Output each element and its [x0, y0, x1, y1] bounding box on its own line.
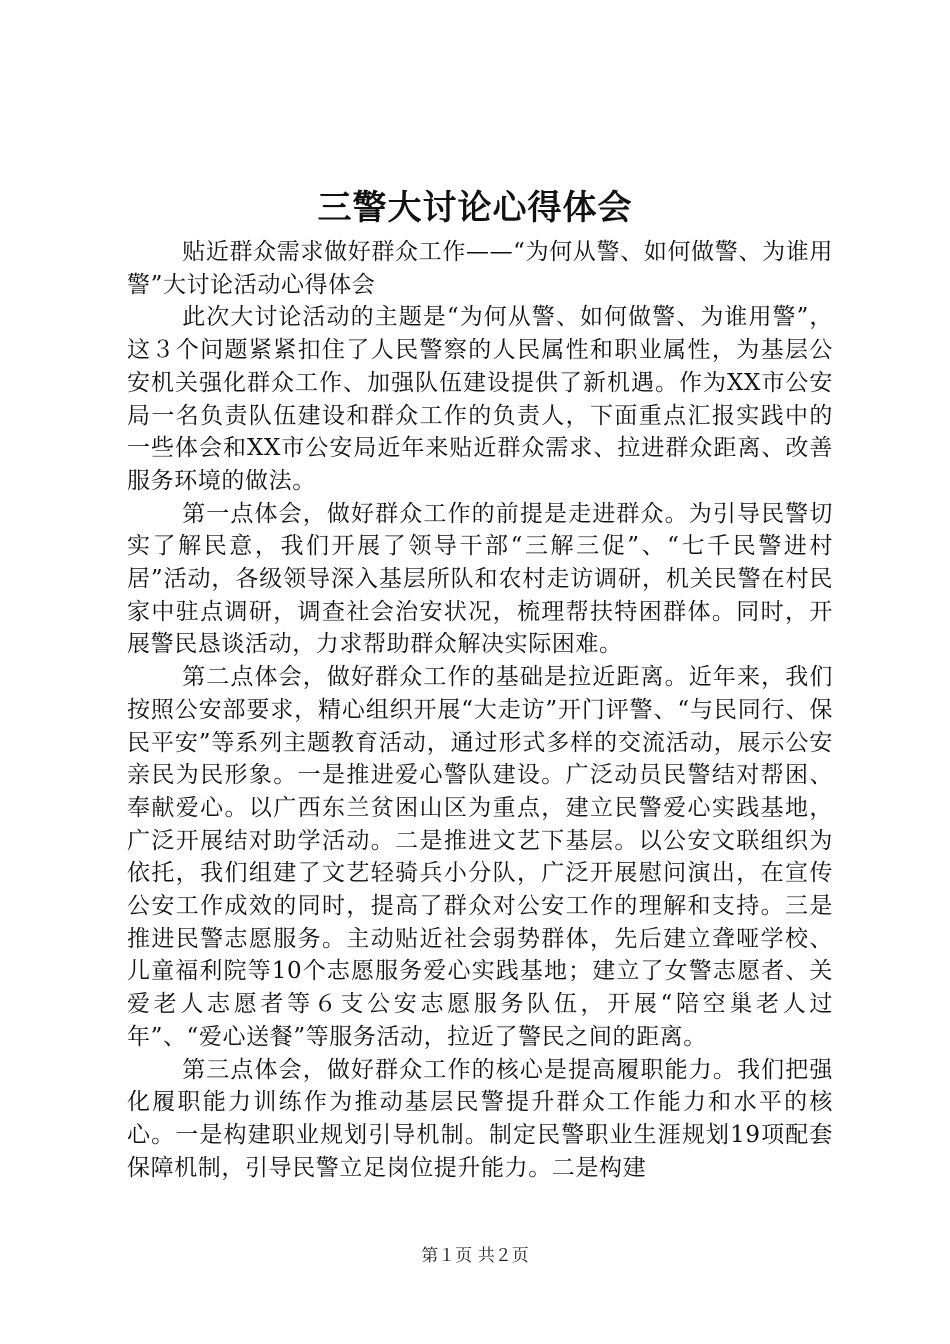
document-body [127, 236, 833, 1184]
paragraph-intro: 此次大讨论活动的主题是“为何从警、如何做警、为谁用警”，这３个问题紧紧扣住了人民警察的人民属性和职业属性，为基层公安机关强化群众工作、加强队伍建设提供了新机遇。作为XX市公安局一名负责队伍建设和群众工作的负责人，下面重点汇报实践中的一些体会和XX市公安局近年来贴近群众需求、拉进群众距离、改善服务环境的做法。 [127, 304, 833, 494]
paragraph-point-three: 第三点体会，做好群众工作的核心是提高履职能力。我们把强化履职能力训练作为推动基层民警提升群众工作能力和水平的核心。一是构建职业规划引导机制。制定民警职业生涯规划19项配套保障机制，引导民警立足岗位提升能力。二是构建 [127, 1056, 833, 1181]
paragraph-point-two: 第二点体会，做好群众工作的基础是拉近距离。近年来，我们按照公安部要求，精心组织开展“大走访”开门评警、“与民同行、保民平安”等系列主题教育活动，通过形式多样的交流活动，展示公安亲民为民形象。一是推进爱心警队建设。广泛动员民警结对帮困、奉献爱心。以广西东兰贫困山区为重点，建立民警爱心实践基地，广泛开展结对助学活动。二是推进文艺下基层。以公安文联组织为依托，我们组建了文艺轻骑兵小分队，广泛开展慰问演出，在宣传公安工作成效的同时，提高了群众对公安工作的理解和支持。三是推进民警志愿服务。主动贴近社会弱势群体，先后建立聋哑学校、儿童福利院等10个志愿服务爱心实践基地；建立了女警志愿者、关爱老人志愿者等６支公安志愿服务队伍，开展“陪空巢老人过年”、“爱心送餐”等服务活动，拉近了警民之间的距离。 [127, 664, 833, 1050]
paragraph-subtitle: 贴近群众需求做好群众工作——“为何从警、如何做警、为谁用警”大讨论活动心得体会 [127, 239, 833, 298]
paragraph-point-one: 第一点体会，做好群众工作的前提是走进群众。为引导民警切实了解民意，我们开展了领导干部“三解三促”、“七千民警进村居”活动，各级领导深入基层所队和农村走访调研，机关民警在村民家中驻点调研，调查社会治安状况，梳理帮扶特困群体。同时，开展警民恳谈活动，力求帮助群众解决实际困难。 [127, 500, 833, 658]
page-number-footer: 第１页 共２页 [421, 1246, 529, 1266]
document-title: 三警大讨论心得体会 [317, 188, 633, 228]
